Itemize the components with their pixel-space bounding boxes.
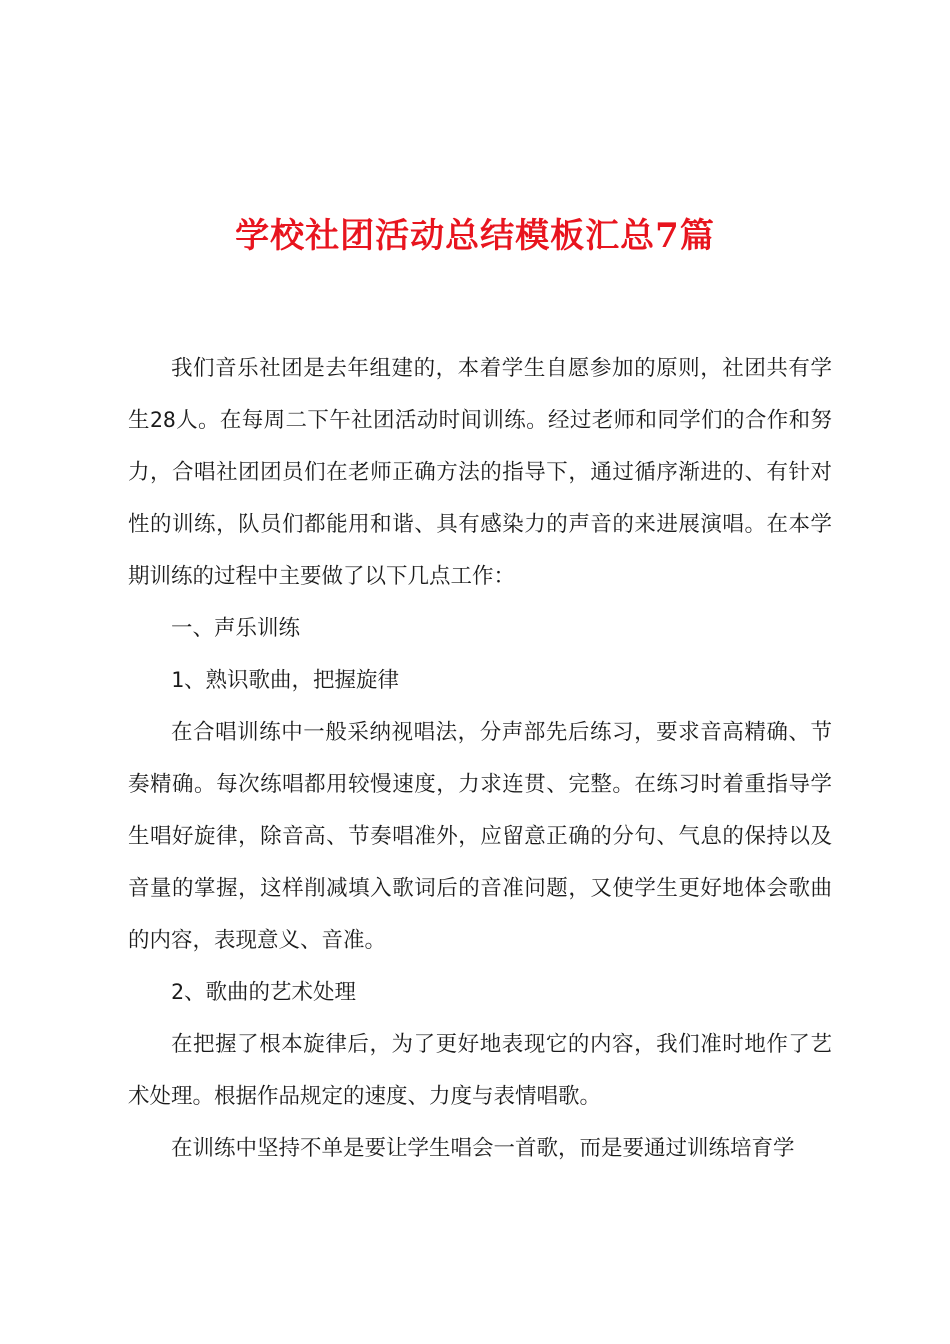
intro-paragraph: 我们音乐社团是去年组建的，本着学生自愿参加的原则，社团共有学生28人。在每周二下午社团活动时间训练。经过老师和同学们的合作和努力，合唱社团团员们在老师正确方法的指导下，通过循序渐进的、有针对性的训练，队员们都能用和谐、具有感染力的声音的来进展演唱。在本学期训练的过程中主要做了以下几点工作： [128, 356, 832, 589]
melody-paragraph: 在合唱训练中一般采纳视唱法，分声部先后练习，要求音高精确、节奏精确。每次练唱都用较慢速度，力求连贯、完整。在练习时着重指导学生唱好旋律，除音高、节奏唱准外，应留意正确的分句、气息的保持以及音量的掌握，这样削减填入歌词后的音准问题，又使学生更好地体会歌曲的内容，表现意义、音准。 [128, 720, 832, 953]
document-body [128, 343, 832, 1175]
artistic-processing-paragraph: 在把握了根本旋律后，为了更好地表现它的内容，我们准时地作了艺术处理。根据作品规定的速度、力度与表情唱歌。 [128, 1032, 832, 1109]
subheading-melody: 1、熟识歌曲，把握旋律 [171, 668, 399, 693]
document-title: 学校社团活动总结模板汇总7篇 [235, 216, 715, 256]
subheading-artistic-processing: 2、歌曲的艺术处理 [171, 980, 356, 1005]
section-heading-vocal-training: 一、声乐训练 [171, 616, 301, 641]
training-paragraph: 在训练中坚持不单是要让学生唱会一首歌，而是要通过训练培育学 [171, 1136, 795, 1161]
